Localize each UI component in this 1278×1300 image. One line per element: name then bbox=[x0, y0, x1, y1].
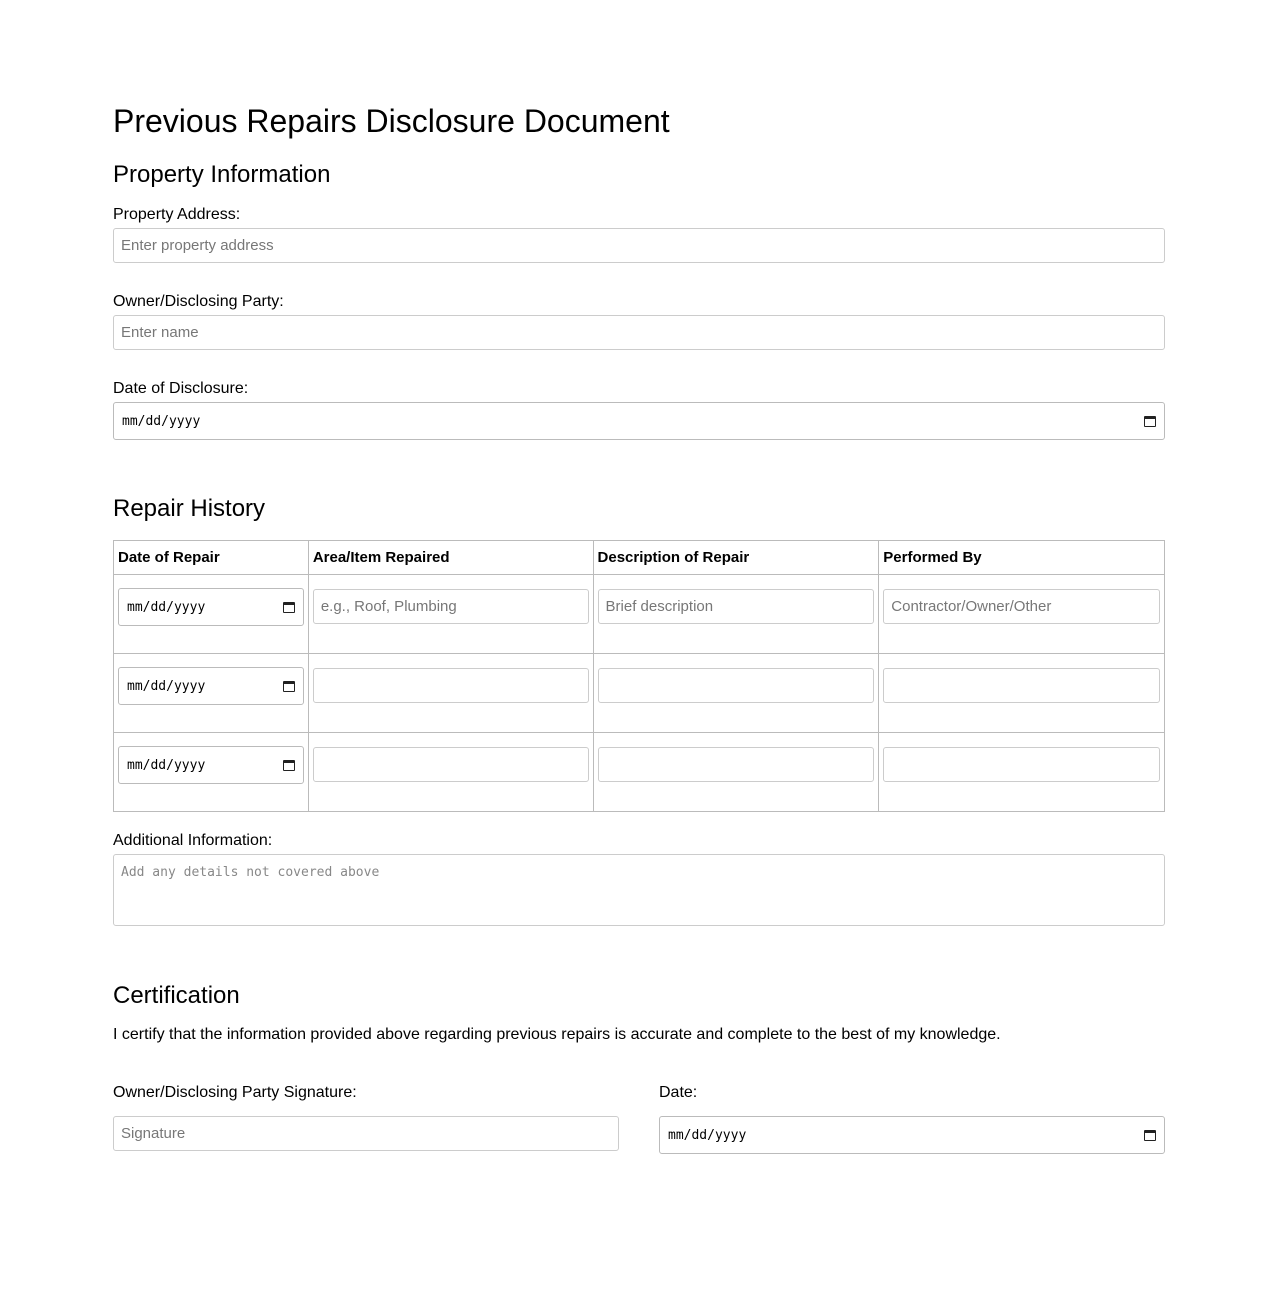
description-input[interactable] bbox=[598, 668, 875, 703]
repair-history-table bbox=[113, 540, 1165, 812]
performed-by-input[interactable] bbox=[883, 589, 1160, 624]
page-title: Previous Repairs Disclosure Document bbox=[113, 103, 670, 139]
performed-by-placeholder: Contractor/Owner/Other bbox=[891, 598, 1052, 615]
signature-input[interactable] bbox=[113, 1116, 619, 1151]
repair-date-input[interactable] bbox=[118, 746, 304, 784]
section-heading-property: Property Information bbox=[113, 161, 331, 188]
column-header: Area/Item Repaired bbox=[308, 541, 593, 575]
disclosure-date-input[interactable] bbox=[113, 402, 1165, 440]
section-heading-repairs: Repair History bbox=[113, 495, 266, 522]
signature-label: Owner/Disclosing Party Signature: bbox=[113, 1084, 357, 1101]
table-header-row bbox=[114, 541, 1165, 575]
table-row bbox=[114, 654, 1165, 733]
certification-date-label: Date: bbox=[659, 1084, 698, 1101]
disclosure-date-label: Date of Disclosure: bbox=[113, 380, 249, 397]
date-value: mm/dd/yyyy bbox=[122, 413, 201, 429]
performed-by-input[interactable] bbox=[883, 747, 1160, 782]
description-placeholder: Brief description bbox=[605, 598, 714, 615]
column-header: Date of Repair bbox=[114, 541, 309, 575]
section-heading-certification: Certification bbox=[113, 982, 240, 1009]
additional-info-textarea[interactable] bbox=[113, 854, 1165, 926]
description-input[interactable] bbox=[598, 747, 875, 782]
date-value: mm/dd/yyyy bbox=[127, 678, 206, 694]
date-value: mm/dd/yyyy bbox=[127, 599, 206, 615]
area-input[interactable] bbox=[313, 589, 589, 624]
calendar-icon[interactable] bbox=[1144, 1130, 1156, 1141]
repair-date-input[interactable] bbox=[118, 588, 304, 626]
area-placeholder: e.g., Roof, Plumbing bbox=[320, 598, 457, 615]
date-value: mm/dd/yyyy bbox=[127, 757, 206, 773]
calendar-icon[interactable] bbox=[1144, 416, 1156, 427]
calendar-icon[interactable] bbox=[283, 681, 295, 692]
calendar-icon[interactable] bbox=[283, 602, 295, 613]
calendar-icon[interactable] bbox=[283, 760, 295, 771]
repair-date-input[interactable] bbox=[118, 667, 304, 705]
table-row bbox=[114, 575, 1165, 654]
additional-info-label: Additional Information: bbox=[113, 832, 273, 849]
table-row bbox=[114, 733, 1165, 812]
address-label: Property Address: bbox=[113, 206, 241, 223]
date-value: mm/dd/yyyy bbox=[668, 1127, 747, 1143]
owner-label: Owner/Disclosing Party: bbox=[113, 293, 284, 310]
area-input[interactable] bbox=[313, 668, 589, 703]
certification-date-input[interactable] bbox=[659, 1116, 1165, 1154]
description-input[interactable] bbox=[598, 589, 875, 624]
column-header: Description of Repair bbox=[593, 541, 879, 575]
signature-placeholder: Signature bbox=[121, 1125, 186, 1142]
owner-input[interactable] bbox=[113, 315, 1165, 350]
certification-statement: I certify that the information provided above regarding previous repairs is accurate and complete to the best of my knowledge. bbox=[113, 1026, 1001, 1043]
address-input[interactable] bbox=[113, 228, 1165, 263]
area-input[interactable] bbox=[313, 747, 589, 782]
performed-by-input[interactable] bbox=[883, 668, 1160, 703]
additional-info-placeholder: Add any details not covered above bbox=[121, 865, 380, 880]
address-placeholder: Enter property address bbox=[121, 237, 274, 254]
owner-placeholder: Enter name bbox=[121, 324, 199, 341]
column-header: Performed By bbox=[879, 541, 1165, 575]
